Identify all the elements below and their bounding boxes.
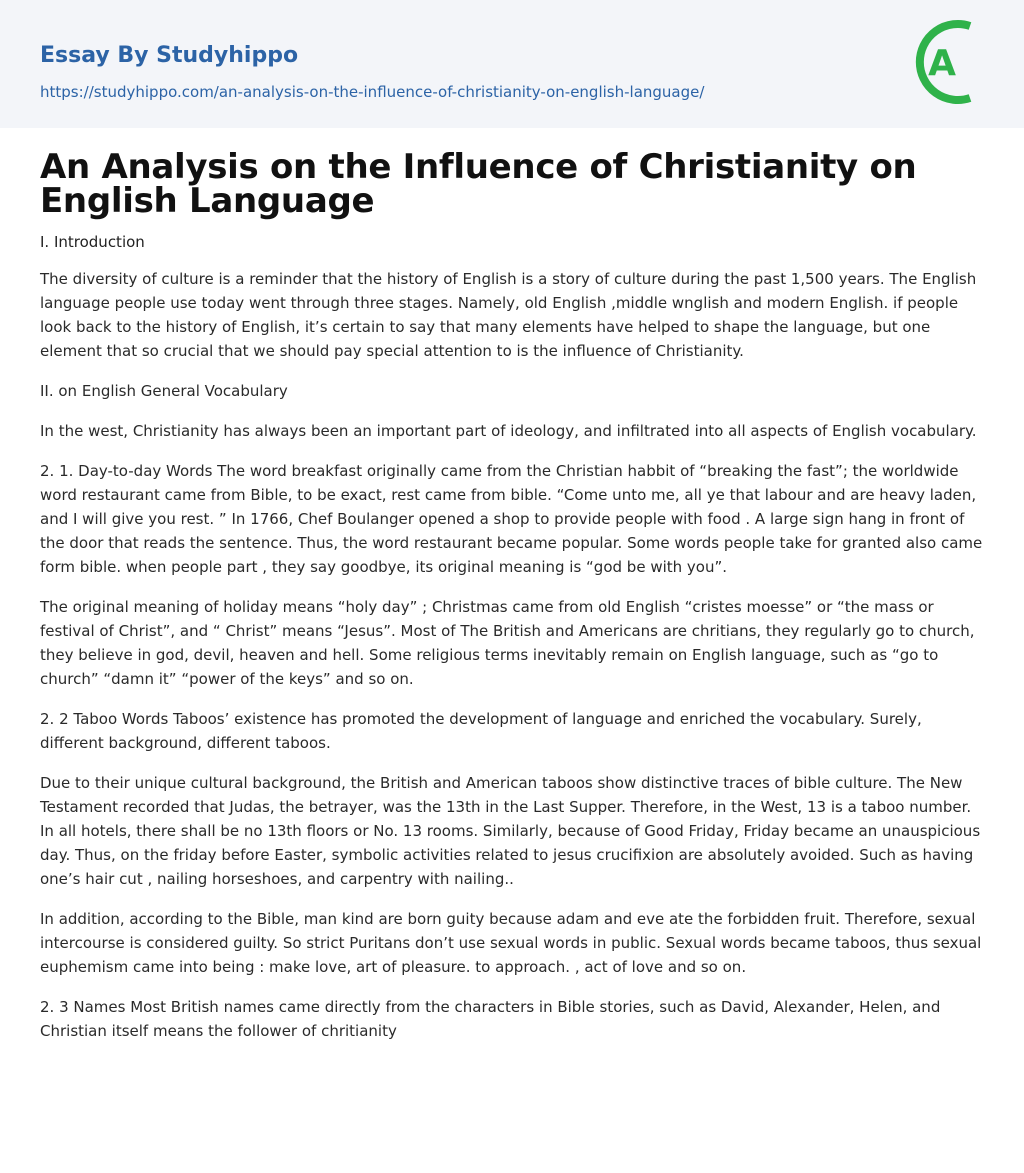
paragraph: The diversity of culture is a reminder that the history of English is a story of culture during the past 1,500 years. The English language people use today went through three stages. Namely, old English ,middle wnglish and modern English. if people look back to the history of English, it’s certain to say that many elements have helped to shape the language, but one element that so crucial that we should pay special attention to is the influence of Christianity. xyxy=(40,270,977,360)
paragraph: 2. 3 Names Most British names came directly from the characters in Bible stories, such as David, Alexander, Helen, and Christian itself means the follower of chritianity xyxy=(40,998,941,1040)
section-heading-vocabulary: II. on English General Vocabulary xyxy=(40,382,288,400)
section-heading-introduction: I. Introduction xyxy=(40,233,145,251)
article-url-link[interactable]: https://studyhippo.com/an-analysis-on-the-influence-of-christianity-on-english-language/ xyxy=(40,83,705,101)
brand-title[interactable]: Essay By Studyhippo xyxy=(40,43,299,68)
site-header xyxy=(0,0,1024,128)
paragraph: The original meaning of holiday means “holy day” ; Christmas came from old English “cristes moesse” or “the mass or festival of Christ”, and “ Christ” means “Jesus”. Most of The British and Americans are chritians, they regularly go to church, they believe in god, devil, heaven and hell. Some religious terms inevitably remain on English language, such as “go to church” “damn it” “power of the keys” and so on. xyxy=(40,598,975,688)
paragraph: Due to their unique cultural background, the British and American taboos show distinctive traces of bible culture. The New Testament recorded that Judas, the betrayer, was the 13th in the Last Supper. Therefore, in the West, 13 is a taboo number. In all hotels, there shall be no 13th floors or No. 13 rooms. Similarly, because of Good Friday, Friday became an unauspicious day. Thus, on the friday before Easter, symbolic activities related to jesus crucifixion are absolutely avoided. Such as having one’s hair cut , nailing horseshoes, and carpentry with nailing.. xyxy=(40,774,981,888)
paragraph: In the west, Christianity has always been an important part of ideology, and infiltrated into all aspects of English vocabulary. xyxy=(40,422,977,440)
paragraph: 2. 1. Day-to-day Words The word breakfast originally came from the Christian habbit of “breaking the fast”; the worldwide word restaurant came from Bible, to be exact, rest came from bible. “Come unto me, all ye that labour and are heavy laden, and I will give you rest. ” In 1766, Chef Boulanger opened a shop to provide people with food . A large sign hang in front of the door that reads the sentence. Thus, the word restaurant became popular. Some words people take for granted also came form bible. when people part , they say goodbye, its original meaning is “god be with you”. xyxy=(40,462,983,576)
paragraph: In addition, according to the Bible, man kind are born guity because adam and eve ate the forbidden fruit. Therefore, sexual intercourse is considered guilty. So strict Puritans don’t use sexual words in public. Sexual words became taboos, thus sexual euphemism came into being : make love, art of pleasure. to approach. , act of love and so on. xyxy=(40,910,982,976)
studyhippo-logo-icon[interactable] xyxy=(912,18,986,106)
paragraph: 2. 2 Taboo Words Taboos’ existence has promoted the development of language and enriched the vocabulary. Surely, different background, different taboos. xyxy=(40,710,922,752)
article-body xyxy=(0,147,1024,1043)
page-title: An Analysis on the Influence of Christianity on English Language xyxy=(40,147,917,221)
logo-letter: A xyxy=(928,43,956,84)
